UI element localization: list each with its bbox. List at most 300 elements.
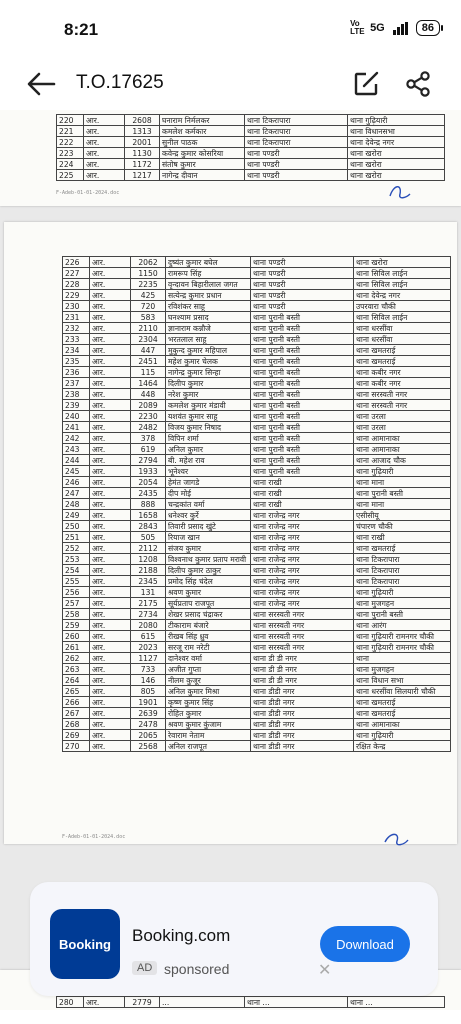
from-station-cell: थाना पण्डरी bbox=[251, 279, 354, 290]
from-station-cell: थाना पुरानी बस्ती bbox=[251, 378, 354, 389]
table-row bbox=[57, 137, 445, 148]
to-station-cell: थाना ... bbox=[348, 997, 445, 1008]
serial-no-cell: 220 bbox=[57, 115, 84, 126]
to-station-cell: थाना खरोरा bbox=[348, 170, 445, 181]
badge-no-cell: 505 bbox=[131, 532, 166, 543]
from-station-cell: थाना राजेन्द्र नगर bbox=[251, 543, 354, 554]
officer-name-cell: चन्द्रकांत वर्मा bbox=[166, 499, 251, 510]
from-station-cell: थाना पुरानी बस्ती bbox=[251, 411, 354, 422]
signature-mark bbox=[386, 182, 412, 202]
officer-name-cell: विश्वनाथ कुमार प्रताप मरावी bbox=[166, 554, 251, 565]
from-station-cell: थाना पुरानी बस्ती bbox=[251, 323, 354, 334]
rank-cell: आर. bbox=[90, 532, 131, 543]
rank-cell: आर. bbox=[90, 345, 131, 356]
table-row bbox=[63, 741, 451, 752]
rank-cell: आर. bbox=[90, 356, 131, 367]
officer-name-cell: रीखब सिंह ध्रुव bbox=[166, 631, 251, 642]
serial-no-cell: 262 bbox=[63, 653, 90, 664]
to-station-cell: थाना विधानसभा bbox=[348, 126, 445, 137]
officer-name-cell: श्रवण कुमार कुंजाम bbox=[166, 719, 251, 730]
download-button[interactable]: Download bbox=[320, 926, 410, 962]
serial-no-cell: 252 bbox=[63, 543, 90, 554]
badge-no-cell: 1933 bbox=[131, 466, 166, 477]
badge-no-cell: 2110 bbox=[131, 323, 166, 334]
officer-name-cell: नागेन्द्र कुमार सिन्हा bbox=[166, 367, 251, 378]
from-station-cell: थाना डीडी नगर bbox=[251, 741, 354, 752]
to-station-cell: थाना टिकरापारा bbox=[354, 576, 451, 587]
rank-cell: आर. bbox=[84, 170, 125, 181]
table-row bbox=[63, 334, 451, 345]
status-bar bbox=[0, 0, 461, 58]
serial-no-cell: 261 bbox=[63, 642, 90, 653]
serial-no-cell: 266 bbox=[63, 697, 90, 708]
serial-no-cell: 255 bbox=[63, 576, 90, 587]
from-station-cell: थाना पण्डरी bbox=[251, 301, 354, 312]
serial-no-cell: 247 bbox=[63, 488, 90, 499]
officer-name-cell: अनिल राजपूत bbox=[166, 741, 251, 752]
from-station-cell: थाना डी डी नगर bbox=[251, 664, 354, 675]
serial-no-cell: 235 bbox=[63, 356, 90, 367]
back-arrow-icon[interactable] bbox=[26, 71, 56, 97]
officer-name-cell: भरतलाल साहू bbox=[166, 334, 251, 345]
to-station-cell: थाना गुढ़ियारी bbox=[354, 466, 451, 477]
from-station-cell: थाना सरस्वती नगर bbox=[251, 631, 354, 642]
to-station-cell: थाना धरसींवा सिलयारी चौकी bbox=[354, 686, 451, 697]
officer-name-cell: दिलीप कुमार bbox=[166, 378, 251, 389]
to-station-cell: थाना खमतराई bbox=[354, 697, 451, 708]
from-station-cell: थाना सरस्वती नगर bbox=[251, 642, 354, 653]
badge-no-cell: 2065 bbox=[131, 730, 166, 741]
rank-cell: आर. bbox=[90, 455, 131, 466]
badge-no-cell: 2779 bbox=[125, 997, 160, 1008]
rank-cell: आर. bbox=[84, 159, 125, 170]
serial-no-cell: 231 bbox=[63, 312, 90, 323]
serial-no-cell: 239 bbox=[63, 400, 90, 411]
badge-no-cell: 733 bbox=[131, 664, 166, 675]
serial-no-cell: 270 bbox=[63, 741, 90, 752]
rank-cell: आर. bbox=[90, 334, 131, 345]
badge-no-cell: 2235 bbox=[131, 279, 166, 290]
to-station-cell: थाना मुजगहन bbox=[354, 598, 451, 609]
serial-no-cell: 236 bbox=[63, 367, 90, 378]
serial-no-cell: 258 bbox=[63, 609, 90, 620]
to-station-cell: थाना खरोरा bbox=[348, 159, 445, 170]
officer-name-cell: रियाज खान bbox=[166, 532, 251, 543]
ad-banner[interactable] bbox=[30, 882, 438, 996]
table-row bbox=[63, 675, 451, 686]
table-row bbox=[63, 301, 451, 312]
to-station-cell: थाना टिकरापारा bbox=[354, 565, 451, 576]
serial-no-cell: 229 bbox=[63, 290, 90, 301]
signature-mark bbox=[382, 830, 410, 848]
to-station-cell: थाना विधान सभा bbox=[354, 675, 451, 686]
serial-no-cell: 225 bbox=[57, 170, 84, 181]
rank-cell: आर. bbox=[84, 997, 125, 1008]
table-row bbox=[63, 598, 451, 609]
serial-no-cell: 251 bbox=[63, 532, 90, 543]
badge-no-cell: 720 bbox=[131, 301, 166, 312]
table-row bbox=[63, 642, 451, 653]
from-station-cell: थाना पण्डरी bbox=[245, 159, 348, 170]
serial-no-cell: 245 bbox=[63, 466, 90, 477]
badge-no-cell: 2304 bbox=[131, 334, 166, 345]
rank-cell: आर. bbox=[90, 312, 131, 323]
to-station-cell: थाना खमतराई bbox=[354, 708, 451, 719]
badge-no-cell: 1172 bbox=[125, 159, 160, 170]
officer-name-cell: कवेन्द्र कुमार कोसरिया bbox=[160, 148, 245, 159]
badge-no-cell: 2478 bbox=[131, 719, 166, 730]
officer-name-cell: मुकुन्द कुमार महिपाल bbox=[166, 345, 251, 356]
officer-name-cell: कृष्ण कुमार सिंह bbox=[166, 697, 251, 708]
table-row bbox=[57, 148, 445, 159]
badge-no-cell: 2175 bbox=[131, 598, 166, 609]
from-station-cell: थाना राजेन्द्र नगर bbox=[251, 510, 354, 521]
badge-no-cell: 2080 bbox=[131, 620, 166, 631]
officer-name-cell: संजय कुमार bbox=[166, 543, 251, 554]
badge-no-cell: 2843 bbox=[131, 521, 166, 532]
app-bar bbox=[0, 58, 461, 110]
rank-cell: आर. bbox=[90, 642, 131, 653]
serial-no-cell: 227 bbox=[63, 268, 90, 279]
rank-cell: आर. bbox=[90, 510, 131, 521]
serial-no-cell: 260 bbox=[63, 631, 90, 642]
officer-name-cell: दानेश्वर वर्मा bbox=[166, 653, 251, 664]
officer-name-cell: घनाराम निर्मलकर bbox=[160, 115, 245, 126]
from-station-cell: थाना पण्डरी bbox=[245, 148, 348, 159]
officer-name-cell: अनिल कुमार bbox=[166, 444, 251, 455]
serial-no-cell: 244 bbox=[63, 455, 90, 466]
edit-icon[interactable] bbox=[352, 70, 380, 98]
officer-name-cell: दुष्यंत कुमार बघेल bbox=[166, 257, 251, 268]
rank-cell: आर. bbox=[90, 301, 131, 312]
table-row bbox=[63, 466, 451, 477]
rank-cell: आर. bbox=[90, 257, 131, 268]
share-icon[interactable] bbox=[404, 70, 432, 98]
to-station-cell: थाना राखी bbox=[354, 532, 451, 543]
serial-no-cell: 280 bbox=[57, 997, 84, 1008]
from-station-cell: थाना डीडी नगर bbox=[251, 697, 354, 708]
badge-no-cell: 146 bbox=[131, 675, 166, 686]
to-station-cell: थाना सिविल लाईन bbox=[354, 268, 451, 279]
rank-cell: आर. bbox=[90, 741, 131, 752]
badge-no-cell: 888 bbox=[131, 499, 166, 510]
from-station-cell: थाना राखी bbox=[251, 499, 354, 510]
badge-no-cell: 2451 bbox=[131, 356, 166, 367]
to-station-cell: थाना सिविल लाईन bbox=[354, 312, 451, 323]
transfer-table-1 bbox=[56, 114, 445, 181]
rank-cell: आर. bbox=[90, 466, 131, 477]
officer-name-cell: संतोष कुमार bbox=[160, 159, 245, 170]
badge-no-cell: 2794 bbox=[131, 455, 166, 466]
from-station-cell: थाना पुरानी बस्ती bbox=[251, 444, 354, 455]
officer-name-cell: सरजू राम नरेटी bbox=[166, 642, 251, 653]
rank-cell: आर. bbox=[90, 488, 131, 499]
rank-cell: आर. bbox=[84, 148, 125, 159]
booking-logo[interactable]: Booking bbox=[50, 909, 120, 979]
table-row bbox=[63, 521, 451, 532]
to-station-cell: थाना धरसींवा bbox=[354, 323, 451, 334]
to-station-cell: एसीसीयू bbox=[354, 510, 451, 521]
badge-no-cell: 2023 bbox=[131, 642, 166, 653]
to-station-cell: थाना आमानाका bbox=[354, 433, 451, 444]
badge-no-cell: 448 bbox=[131, 389, 166, 400]
serial-no-cell: 238 bbox=[63, 389, 90, 400]
from-station-cell: थाना पण्डरी bbox=[251, 257, 354, 268]
badge-no-cell: 2001 bbox=[125, 137, 160, 148]
rank-cell: आर. bbox=[90, 565, 131, 576]
rank-cell: आर. bbox=[90, 543, 131, 554]
rank-cell: आर. bbox=[90, 477, 131, 488]
badge-no-cell: 2435 bbox=[131, 488, 166, 499]
serial-no-cell: 267 bbox=[63, 708, 90, 719]
serial-no-cell: 230 bbox=[63, 301, 90, 312]
from-station-cell: थाना पुरानी बस्ती bbox=[251, 334, 354, 345]
rank-cell: आर. bbox=[90, 598, 131, 609]
from-station-cell: थाना पुरानी बस्ती bbox=[251, 356, 354, 367]
rank-cell: आर. bbox=[90, 268, 131, 279]
serial-no-cell: 268 bbox=[63, 719, 90, 730]
officer-name-cell: अजीत गुप्ता bbox=[166, 664, 251, 675]
to-station-cell: थाना आजाद चौक bbox=[354, 455, 451, 466]
serial-no-cell: 223 bbox=[57, 148, 84, 159]
rank-cell: आर. bbox=[90, 422, 131, 433]
from-station-cell: थाना राजेन्द्र नगर bbox=[251, 587, 354, 598]
serial-no-cell: 256 bbox=[63, 587, 90, 598]
table-row bbox=[63, 686, 451, 697]
rank-cell: आर. bbox=[90, 389, 131, 400]
badge-no-cell: 2568 bbox=[131, 741, 166, 752]
from-station-cell: थाना पुरानी बस्ती bbox=[251, 455, 354, 466]
officer-name-cell: दिलीप कुमार ठाकुर bbox=[166, 565, 251, 576]
to-station-cell: थाना देवेन्द्र नगर bbox=[354, 290, 451, 301]
serial-no-cell: 249 bbox=[63, 510, 90, 521]
rank-cell: आर. bbox=[90, 411, 131, 422]
to-station-cell: थाना आमानाका bbox=[354, 444, 451, 455]
badge-no-cell: 2112 bbox=[131, 543, 166, 554]
officer-name-cell: श्रवण कुमार bbox=[166, 587, 251, 598]
badge-no-cell: 1217 bbox=[125, 170, 160, 181]
serial-no-cell: 241 bbox=[63, 422, 90, 433]
badge-no-cell: 2608 bbox=[125, 115, 160, 126]
serial-no-cell: 237 bbox=[63, 378, 90, 389]
badge-no-cell: 115 bbox=[131, 367, 166, 378]
ad-badge: AD bbox=[132, 961, 157, 975]
officer-name-cell: विपिन शर्मा bbox=[166, 433, 251, 444]
from-station-cell: थाना राजेन्द्र नगर bbox=[251, 554, 354, 565]
to-station-cell: थाना मुजगहन bbox=[354, 664, 451, 675]
officer-name-cell: धनेश्वर कुर्रे bbox=[166, 510, 251, 521]
to-station-cell: थाना गुढ़ियारी bbox=[354, 730, 451, 741]
from-station-cell: थाना डीडी नगर bbox=[251, 730, 354, 741]
transfer-table-2 bbox=[62, 256, 451, 752]
badge-no-cell: 615 bbox=[131, 631, 166, 642]
table-row bbox=[63, 653, 451, 664]
table-row bbox=[63, 356, 451, 367]
to-station-cell: थाना खरोरा bbox=[354, 257, 451, 268]
badge-no-cell: 2054 bbox=[131, 477, 166, 488]
table-row bbox=[63, 664, 451, 675]
ad-sponsored-label: sponsored bbox=[164, 961, 230, 977]
page-footnote: F-Adeb-01-01-2024.doc bbox=[56, 190, 120, 196]
from-station-cell: थाना राजेन्द्र नगर bbox=[251, 532, 354, 543]
officer-name-cell: यशवंत कुमार साहू bbox=[166, 411, 251, 422]
table-row bbox=[63, 609, 451, 620]
serial-no-cell: 263 bbox=[63, 664, 90, 675]
serial-no-cell: 232 bbox=[63, 323, 90, 334]
serial-no-cell: 253 bbox=[63, 554, 90, 565]
badge-no-cell: 1658 bbox=[131, 510, 166, 521]
table-row bbox=[57, 170, 445, 181]
serial-no-cell: 254 bbox=[63, 565, 90, 576]
from-station-cell: थाना पुरानी बस्ती bbox=[251, 400, 354, 411]
network-label: 5G bbox=[370, 22, 385, 34]
officer-name-cell: दीप मोई bbox=[166, 488, 251, 499]
table-row bbox=[63, 554, 451, 565]
badge-no-cell: 447 bbox=[131, 345, 166, 356]
from-station-cell: थाना राजेन्द्र नगर bbox=[251, 598, 354, 609]
from-station-cell: थाना पुरानी बस्ती bbox=[251, 422, 354, 433]
serial-no-cell: 250 bbox=[63, 521, 90, 532]
rank-cell: आर. bbox=[84, 115, 125, 126]
table-row bbox=[63, 565, 451, 576]
officer-name-cell: रोहित कुमार bbox=[166, 708, 251, 719]
table-row bbox=[63, 719, 451, 730]
table-row bbox=[63, 532, 451, 543]
document-page-1 bbox=[0, 110, 461, 206]
table-row bbox=[63, 697, 451, 708]
ad-app-name[interactable]: Booking.com bbox=[132, 926, 231, 945]
from-station-cell: थाना राजेन्द्र नगर bbox=[251, 576, 354, 587]
rank-cell: आर. bbox=[84, 137, 125, 148]
from-station-cell: थाना पण्डरी bbox=[251, 290, 354, 301]
from-station-cell: थाना पुरानी बस्ती bbox=[251, 367, 354, 378]
serial-no-cell: 233 bbox=[63, 334, 90, 345]
badge-no-cell: 425 bbox=[131, 290, 166, 301]
table-row bbox=[63, 455, 451, 466]
officer-name-cell: प्रमोद सिंह चंदेल bbox=[166, 576, 251, 587]
rank-cell: आर. bbox=[90, 719, 131, 730]
from-station-cell: थाना ... bbox=[245, 997, 348, 1008]
table-row bbox=[63, 477, 451, 488]
to-station-cell: थाना माना bbox=[354, 477, 451, 488]
from-station-cell: थाना राखी bbox=[251, 477, 354, 488]
officer-name-cell: रविशंकर साहू bbox=[166, 301, 251, 312]
serial-no-cell: 226 bbox=[63, 257, 90, 268]
to-station-cell: थाना सिविल लाईन bbox=[354, 279, 451, 290]
officer-name-cell: शेखर प्रसाद चंद्राकर bbox=[166, 609, 251, 620]
signal-icon bbox=[393, 22, 408, 35]
battery-level: 86 bbox=[416, 20, 440, 36]
rank-cell: आर. bbox=[90, 521, 131, 532]
from-station-cell: थाना पुरानी बस्ती bbox=[251, 345, 354, 356]
rank-cell: आर. bbox=[90, 290, 131, 301]
rank-cell: आर. bbox=[90, 675, 131, 686]
from-station-cell: थाना पण्डरी bbox=[251, 268, 354, 279]
to-station-cell: थाना कबीर नगर bbox=[354, 378, 451, 389]
from-station-cell: थाना डीडी नगर bbox=[251, 708, 354, 719]
table-row bbox=[63, 279, 451, 290]
battery-icon bbox=[416, 20, 443, 36]
table-row bbox=[63, 257, 451, 268]
to-station-cell: थाना खमतराई bbox=[354, 356, 451, 367]
close-icon[interactable]: ✕ bbox=[318, 960, 332, 979]
officer-name-cell: वृन्दावन बिहारीलाल जगत bbox=[166, 279, 251, 290]
rank-cell: आर. bbox=[90, 433, 131, 444]
from-station-cell: थाना टिकरापारा bbox=[245, 126, 348, 137]
from-station-cell: थाना राजेन्द्र नगर bbox=[251, 521, 354, 532]
table-row bbox=[63, 543, 451, 554]
badge-no-cell: 2188 bbox=[131, 565, 166, 576]
serial-no-cell: 248 bbox=[63, 499, 90, 510]
officer-name-cell: भूनेश्वर bbox=[166, 466, 251, 477]
serial-no-cell: 264 bbox=[63, 675, 90, 686]
table-row bbox=[63, 510, 451, 521]
badge-no-cell: 583 bbox=[131, 312, 166, 323]
to-station-cell: थाना आरंग bbox=[354, 620, 451, 631]
badge-no-cell: 2482 bbox=[131, 422, 166, 433]
table-row bbox=[63, 708, 451, 719]
table-row bbox=[63, 488, 451, 499]
from-station-cell: थाना डीडी नगर bbox=[251, 686, 354, 697]
table-row bbox=[57, 126, 445, 137]
to-station-cell: उपरवारा चौकी bbox=[354, 301, 451, 312]
to-station-cell: थाना पुरानी बस्ती bbox=[354, 488, 451, 499]
badge-no-cell: 1130 bbox=[125, 148, 160, 159]
officer-name-cell: हेमंत जागडे bbox=[166, 477, 251, 488]
rank-cell: आर. bbox=[90, 444, 131, 455]
volte-icon: Vo LTE bbox=[350, 19, 365, 36]
serial-no-cell: 257 bbox=[63, 598, 90, 609]
rank-cell: आर. bbox=[90, 609, 131, 620]
serial-no-cell: 224 bbox=[57, 159, 84, 170]
badge-no-cell: 619 bbox=[131, 444, 166, 455]
rank-cell: आर. bbox=[90, 697, 131, 708]
table-row bbox=[63, 268, 451, 279]
document-viewer[interactable] bbox=[0, 110, 461, 1010]
officer-name-cell: नागेन्द्र दीवान bbox=[160, 170, 245, 181]
table-row bbox=[63, 587, 451, 598]
to-station-cell: थाना गुढ़ियारी bbox=[354, 587, 451, 598]
rank-cell: आर. bbox=[90, 554, 131, 565]
rank-cell: आर. bbox=[90, 620, 131, 631]
table-row bbox=[63, 730, 451, 741]
table-row bbox=[63, 444, 451, 455]
to-station-cell: थाना कबीर नगर bbox=[354, 367, 451, 378]
serial-no-cell: 222 bbox=[57, 137, 84, 148]
to-station-cell: थाना देवेन्द्र नगर bbox=[348, 137, 445, 148]
to-station-cell: थाना आमानाका bbox=[354, 719, 451, 730]
rank-cell: आर. bbox=[90, 686, 131, 697]
officer-name-cell: रामरूप सिंह bbox=[166, 268, 251, 279]
officer-name-cell: नरेश कुमार bbox=[166, 389, 251, 400]
table-row bbox=[63, 411, 451, 422]
rank-cell: आर. bbox=[90, 279, 131, 290]
table-row bbox=[63, 433, 451, 444]
from-station-cell: थाना राखी bbox=[251, 488, 354, 499]
badge-no-cell: 1127 bbox=[131, 653, 166, 664]
to-station-cell: थाना उरला bbox=[354, 422, 451, 433]
rank-cell: आर. bbox=[90, 576, 131, 587]
to-station-cell: थाना माना bbox=[354, 499, 451, 510]
table-row bbox=[57, 997, 445, 1008]
serial-no-cell: 240 bbox=[63, 411, 90, 422]
transfer-table-3 bbox=[56, 996, 445, 1008]
officer-name-cell: कमलेश कुमार मंडावी bbox=[166, 400, 251, 411]
from-station-cell: थाना डी डी नगर bbox=[251, 653, 354, 664]
rank-cell: आर. bbox=[90, 323, 131, 334]
status-time: 8:21 bbox=[64, 20, 99, 39]
serial-no-cell: 221 bbox=[57, 126, 84, 137]
